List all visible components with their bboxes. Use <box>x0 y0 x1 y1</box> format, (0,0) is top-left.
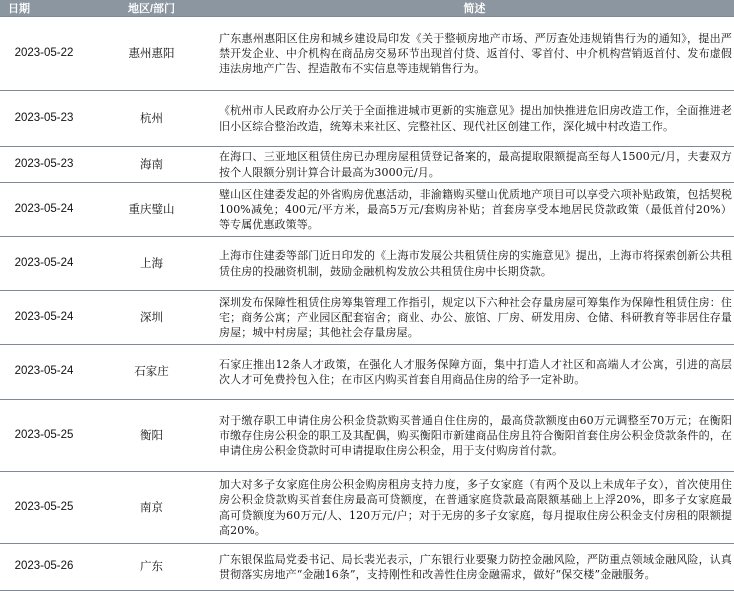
row-description: 对于缴存职工申请住房公积金贷款购买普通自住住房的，最高贷款额度由60万元调整至70万元；在衡阳市缴存住房公积金的职工及其配偶，购买衡阳市新建商品住房且符合衡阳首套住房公积金贷款条件的，在申请住房公积金贷款时可申请提取住房公积金，用于支付购房首付款。 <box>215 400 734 472</box>
row-region: 石家庄 <box>88 345 215 400</box>
row-region: 深圳 <box>88 291 215 345</box>
row-date: 2023-05-25 <box>0 400 88 472</box>
row-description: 加大对多子女家庭住房公积金购房租房支持力度，多子女家庭（有两个及以上未成年子女），首次使用住房公积金贷款购买首套住房最高可贷额度，在普通家庭贷款最高限额基础上上浮20%，即多子女家庭最高可贷额度为60万元/人、120万元/户；对于无房的多子女家庭，每月提取住房公积金支付房租的限额提高20%。 <box>215 472 734 544</box>
row-region: 衡阳 <box>88 400 215 472</box>
row-description: 深圳发布保障性租赁住房筹集管理工作指引，规定以下六种社会存量房屋可筹集作为保障性租赁住房：住宅；商务公寓；产业园区配套宿舍；商业、办公、旅馆、厂房、研发用房、仓储、科研教育等非居住存量房屋；城中村房屋；其他社会存量房屋。 <box>215 291 734 345</box>
row-date: 2023-05-24 <box>0 237 88 291</box>
table-row <box>0 544 734 591</box>
row-description: 在海口、三亚地区租赁住房已办理房屋租赁登记备案的，最高提取限额提高至每人1500元/月，夫妻双方按个人限额分别计算合计最高为3000元/月。 <box>215 147 734 183</box>
row-region: 南京 <box>88 472 215 544</box>
row-description: 石家庄推出12条人才政策，在强化人才服务保障方面，集中打造人才社区和高端人才公寓，引进的高层次人才可免费拎包入住；在市区内购买首套自用商品住房的给予一定补助。 <box>215 345 734 400</box>
table-row <box>0 472 734 544</box>
table-row <box>0 345 734 400</box>
header-date: 日期 <box>0 0 88 17</box>
row-date: 2023-05-24 <box>0 291 88 345</box>
table-row <box>0 183 734 237</box>
header-region: 地区/部门 <box>88 0 215 17</box>
row-description: 广东银保监局党委书记、局长裴光表示，广东银行业要聚力防控金融风险，严防重点领域金融风险，认真贯彻落实房地产“金融16条”，支持刚性和改善性住房金融需求，做好“保交楼”金融服务。 <box>215 544 734 591</box>
row-region: 海南 <box>88 147 215 183</box>
row-date: 2023-05-25 <box>0 472 88 544</box>
row-date: 2023-05-26 <box>0 544 88 591</box>
row-description: 璧山区住建委发起的外省购房优惠活动，非渝籍购买璧山优质地产项目可以享受六项补贴政策，包括契税100%减免；400元/平方米，最高5万元/套购房补贴；首套房享受本地居民贷款政策（最低首付20%）等专属优惠政策等。 <box>215 183 734 237</box>
row-date: 2023-05-24 <box>0 183 88 237</box>
row-region: 上海 <box>88 237 215 291</box>
table-row <box>0 91 734 147</box>
table-row <box>0 17 734 91</box>
row-date: 2023-05-22 <box>0 17 88 91</box>
row-date: 2023-05-23 <box>0 147 88 183</box>
row-date: 2023-05-23 <box>0 91 88 147</box>
row-description: 《杭州市人民政府办公厅关于全面推进城市更新的实施意见》提出加快推进危旧房改造工作，全面推进老旧小区综合整治改造，统筹未来社区、完整社区、现代社区创建工作，深化城中村改造工作。 <box>215 91 734 147</box>
table-row <box>0 400 734 472</box>
row-region: 惠州惠阳 <box>88 17 215 91</box>
table-row <box>0 291 734 345</box>
row-description: 上海市住建委等部门近日印发的《上海市发展公共租赁住房的实施意见》提出，上海市将探索创新公共租赁住房的投融资机制，鼓励金融机构发放公共租赁住房中长期贷款。 <box>215 237 734 291</box>
row-region: 广东 <box>88 544 215 591</box>
table-row <box>0 237 734 291</box>
row-description: 广东惠州惠阳区住房和城乡建设局印发《关于整顿房地产市场、严厉查处违规销售行为的通知》，提出严禁开发企业、中介机构在商品房交易环节出现首付贷、返首付、零首付、中介机构营销返首付、发布虚假违法房地产广告、捏造散布不实信息等违规销售行为。 <box>215 17 734 91</box>
table-row <box>0 147 734 183</box>
header-desc: 简述 <box>215 0 734 17</box>
row-region: 重庆璧山 <box>88 183 215 237</box>
row-region: 杭州 <box>88 91 215 147</box>
table-header-row <box>0 0 734 17</box>
row-date: 2023-05-24 <box>0 345 88 400</box>
